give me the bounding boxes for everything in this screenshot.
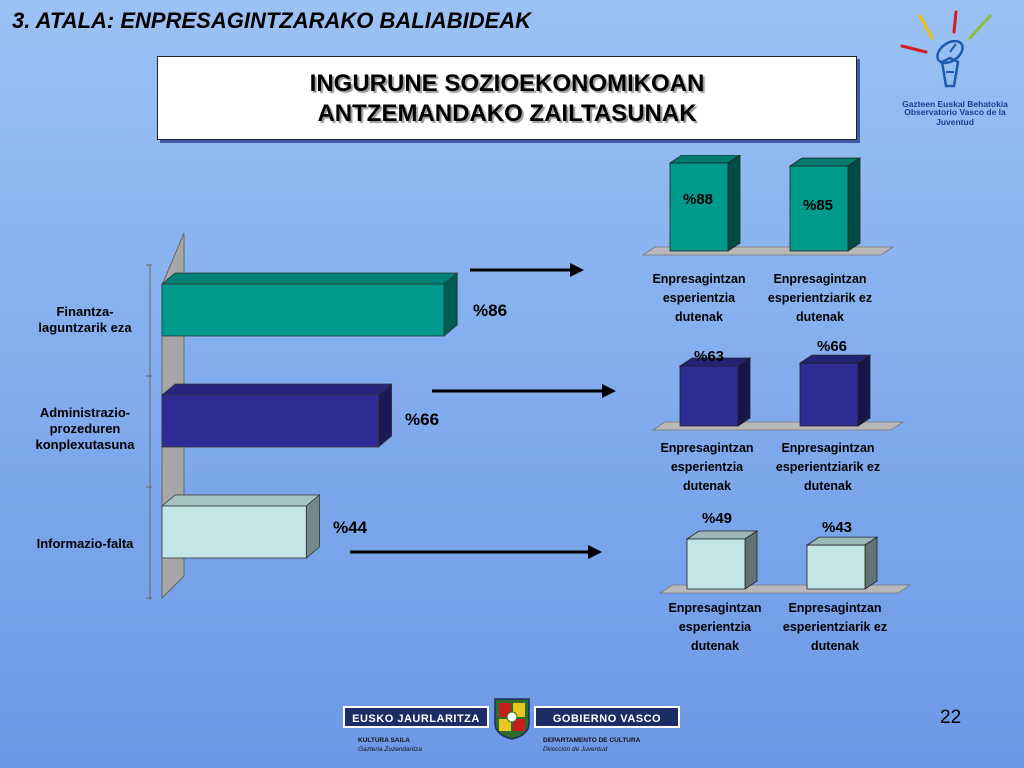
section-title: 3. ATALA: ENPRESAGINTZARAKO BALIABIDEAK <box>12 8 532 33</box>
small-value-label: %63 <box>694 348 725 365</box>
main-value-label-1: %66 <box>405 410 440 429</box>
small-value-label: %88 <box>683 191 714 208</box>
small-value-label: %85 <box>803 197 834 214</box>
satellite-dish-icon <box>890 6 1020 96</box>
footer-banner-right: GOBIERNO VASCO <box>534 706 680 728</box>
logo-text-eu: Gazteen Euskal Behatokia <box>902 99 1008 109</box>
small-bar <box>800 363 858 426</box>
main-bar <box>162 395 378 447</box>
logo-text-es: Observatorio Vasco de la Juventud <box>904 107 1006 127</box>
slide-title-line2: ANTZEMANDAKO ZAILTASUNAK <box>317 100 697 127</box>
small-value-label: %43 <box>822 519 853 536</box>
small-bar-side <box>745 531 757 589</box>
small-category-label: Enpresagintzan esperientzia dutenak <box>652 272 746 324</box>
arrow-icon <box>348 540 608 564</box>
small-value-label: %66 <box>817 338 848 355</box>
small-bar-chart-information <box>655 505 915 595</box>
main-bar-top <box>162 495 319 506</box>
small-bar-side <box>858 355 870 426</box>
slide-title-line1: INGURUNE SOZIOEKONOMIKOAN <box>309 70 705 97</box>
small-bar <box>807 545 865 589</box>
main-bar-side <box>306 495 319 558</box>
small-category-label: Enpresagintzan esperientziarik ez dutenak <box>767 272 873 324</box>
main-bar <box>162 284 444 336</box>
main-value-label-2: %44 <box>333 518 368 537</box>
small-bar-chart-administrative <box>648 330 908 435</box>
small-bar-side <box>728 155 740 251</box>
category-label-administrative: Administrazio- prozeduren konplexutasuna <box>35 405 135 452</box>
small-category-label: Enpresagintzan esperientziarik ez dutenak <box>775 441 881 493</box>
main-value-label-0: %86 <box>473 301 508 320</box>
small-category-label: Enpresagintzan esperientzia dutenak <box>660 441 754 493</box>
main-bar <box>162 506 306 558</box>
footer-banner-left: EUSKO JAURLARITZA <box>343 706 489 728</box>
observatory-logo <box>890 6 1020 127</box>
slide-title-box <box>157 56 857 140</box>
main-bar-side <box>378 384 391 447</box>
small-bar-chart-financing <box>638 155 898 265</box>
footer-right-text: DEPARTAMENTO DE CULTURA Dirección de Juventud <box>543 737 641 753</box>
category-label-information: Informazio-falta <box>36 536 134 551</box>
main-bar-side <box>444 273 457 336</box>
category-label-financing: Finantza- laguntzarik eza <box>38 304 132 335</box>
footer-left-text: KULTURA SAILA Gazteria Zuzendaritza <box>358 737 422 753</box>
small-bar-side <box>738 358 750 426</box>
small-category-label: Enpresagintzan esperientziarik ez dutenak <box>782 601 888 653</box>
main-bar-top <box>162 384 392 395</box>
small-bar <box>687 539 745 589</box>
page-number: 22 <box>940 707 962 728</box>
small-bar-side <box>848 158 860 251</box>
coat-of-arms-icon <box>491 695 533 741</box>
main-bar-top <box>162 273 457 284</box>
small-category-label: Enpresagintzan esperientzia dutenak <box>668 601 762 653</box>
small-value-label: %49 <box>702 510 733 527</box>
arrow-icon <box>430 379 620 403</box>
small-bar <box>680 366 738 426</box>
small-bar-side <box>865 537 877 589</box>
arrow-icon <box>468 258 588 282</box>
